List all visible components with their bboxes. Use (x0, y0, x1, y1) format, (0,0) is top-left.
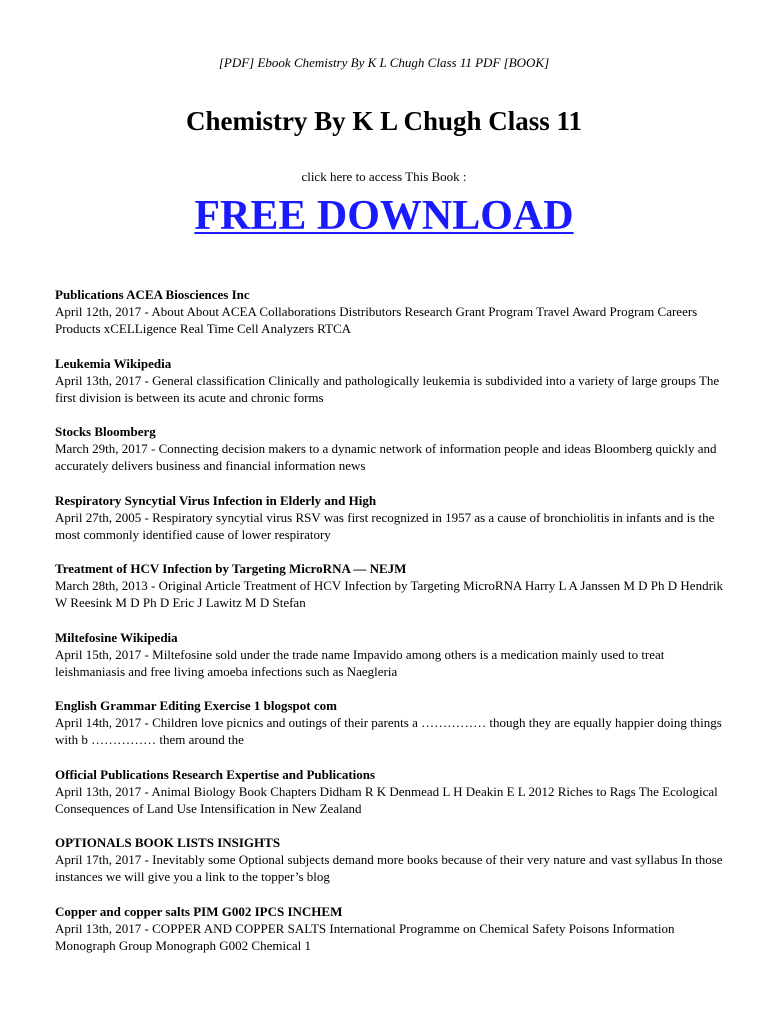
access-instruction: click here to access This Book : (301, 169, 467, 184)
entry-list (55, 286, 725, 971)
list-item (55, 697, 725, 766)
entry-title: Copper and copper salts PIM G002 IPCS INCHEM (55, 903, 343, 919)
entry-body: April 12th, 2017 - About About ACEA Collaborations Distributors Research Grant Program Travel Award Program Careers Products xCELLigence Real Time Cell Analyzers RTCA (55, 304, 698, 336)
entry-title: Stocks Bloomberg (55, 424, 156, 439)
entry-body: April 27th, 2005 - Respiratory syncytial virus RSV was first recognized in 1957 as a cause of bronchiolitis in infants and is the most commonly identified cause of lower respiratory (55, 509, 715, 542)
entry-body: April 17th, 2017 - Inevitably some Optional subjects demand more books because of their very nature and vast syllabus In those instances we will give you a link to the topper’s blog (55, 852, 723, 884)
list-item (55, 423, 725, 492)
list-item (55, 286, 725, 355)
entry-title: Treatment of HCV Infection by Targeting MicroRNA — NEJM (55, 561, 407, 576)
list-item (55, 766, 725, 835)
entry-body: April 13th, 2017 - COPPER AND COPPER SALTS International Programme on Chemical Safety Poisons Information Monograph Group Monograph G002 Chemical 1 (55, 920, 675, 953)
entry-title: Miltefosine Wikipedia (55, 629, 178, 645)
pdf-header-line: [PDF] Ebook Chemistry By K L Chugh Class 11 PDF [BOOK] (218, 55, 550, 70)
entry-title: OPTIONALS BOOK LISTS INSIGHTS (55, 835, 281, 850)
entry-body: April 14th, 2017 - Children love picnics and outings of their parents a …………… though they are equally happier doing things with b …………… them around the (55, 715, 722, 747)
entry-title: Official Publications Research Expertise and Publications (55, 766, 376, 782)
free-download-link-wrapper (0, 192, 768, 240)
entry-title: Respiratory Syncytial Virus Infection in Elderly and High (55, 492, 377, 508)
page-title: Chemistry By K L Chugh Class 11 (185, 106, 583, 136)
list-item (55, 492, 725, 561)
entry-title: Leukemia Wikipedia (55, 355, 172, 371)
entry-title: English Grammar Editing Exercise 1 blogspot com (55, 698, 337, 713)
entry-title: Publications ACEA Biosciences Inc (55, 287, 250, 302)
list-item (55, 560, 725, 629)
free-download-link[interactable]: FREE DOWNLOAD (194, 193, 574, 239)
entry-body: April 15th, 2017 - Miltefosine sold under the trade name Impavido among others is a medication mainly used to treat leishmaniasis and free living amoeba infections such as Naegleria (55, 646, 665, 679)
entry-body: March 28th, 2013 - Original Article Treatment of HCV Infection by Targeting MicroRNA Harry L A Janssen M D Ph D Hendrik W Reesink M D Ph D Eric J Lawitz M D Stefan (55, 578, 724, 610)
list-item (55, 355, 725, 424)
entry-body: April 13th, 2017 - Animal Biology Book Chapters Didham R K Denmead L H Deakin E L 2012 Riches to Rags The Ecological Consequences of Land Use Intensification in New Zealand (55, 783, 718, 816)
entry-body: April 13th, 2017 - General classification Clinically and pathologically leukemia is subdivided into a variety of large groups The first division is between its acute and chronic forms (55, 372, 720, 405)
list-item (55, 629, 725, 698)
entry-body: March 29th, 2017 - Connecting decision makers to a dynamic network of information people and ideas Bloomberg quickly and accurately delivers business and financial information news (55, 441, 717, 473)
list-item (55, 903, 725, 972)
list-item (55, 834, 725, 903)
